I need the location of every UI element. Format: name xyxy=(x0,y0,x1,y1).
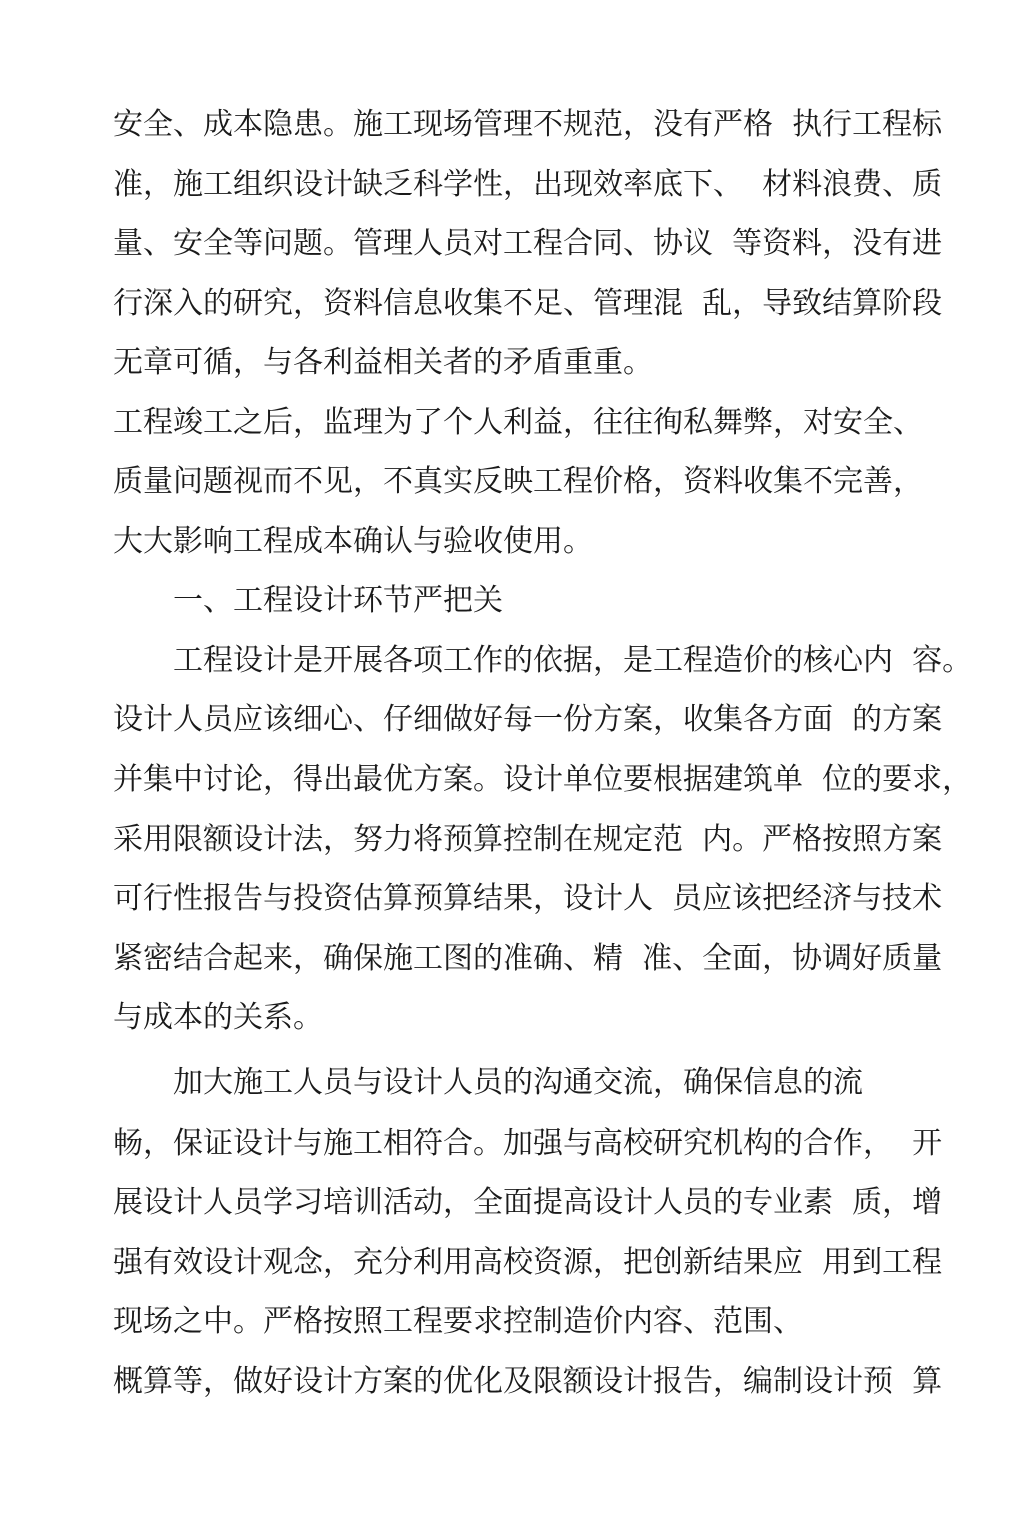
text-line: 设计人员应该细心、仔细做好每一份方案，收集各方面 的方案 xyxy=(113,702,943,737)
text-line: 无章可循，与各利益相关者的矛盾重重。 xyxy=(113,345,653,380)
text-line: 大大影响工程成本确认与验收使用。 xyxy=(113,524,593,559)
text-line: 强有效设计观念，充分利用高校资源，把创新结果应 用到工程 xyxy=(113,1245,943,1280)
text-line: 工程设计是开展各项工作的依据，是工程造价的核心内 容。 xyxy=(173,643,973,678)
text-line: 并集中讨论，得出最优方案。设计单位要根据建筑单 位的要求， xyxy=(113,762,973,797)
text-line: 加大施工人员与设计人员的沟通交流，确保信息的流 xyxy=(173,1065,863,1100)
text-line: 现场之中。严格按照工程要求控制造价内容、范围、 xyxy=(113,1304,803,1339)
section-heading: 一、工程设计环节严把关 xyxy=(173,583,503,618)
text-line: 概算等，做好设计方案的优化及限额设计报告，编制设计预 算 xyxy=(113,1364,943,1399)
text-line: 工程竣工之后，监理为了个人利益，往往徇私舞弊，对安全、 xyxy=(113,405,923,440)
text-line: 可行性报告与投资估算预算结果，设计人 员应该把经济与技术 xyxy=(113,881,943,916)
text-line: 与成本的关系。 xyxy=(113,1000,323,1035)
text-line: 采用限额设计法，努力将预算控制在规定范 内。严格按照方案 xyxy=(113,822,943,857)
text-line: 紧密结合起来，确保施工图的准确、精 准、全面，协调好质量 xyxy=(113,941,943,976)
text-line: 安全、成本隐患。施工现场管理不规范，没有严格 执行工程标 xyxy=(113,107,943,142)
text-line: 畅，保证设计与施工相符合。加强与高校研究机构的合作， 开 xyxy=(113,1126,943,1161)
text-line: 准，施工组织设计缺乏科学性，出现效率底下、 材料浪费、质 xyxy=(113,167,943,202)
text-line: 量、安全等问题。管理人员对工程合同、协议 等资料，没有进 xyxy=(113,226,943,261)
text-line: 质量问题视而不见，不真实反映工程价格，资料收集不完善， xyxy=(113,464,923,499)
text-line: 展设计人员学习培训活动，全面提高设计人员的专业素 质，增 xyxy=(113,1185,943,1220)
text-line: 行深入的研究，资料信息收集不足、管理混 乱，导致结算阶段 xyxy=(113,286,943,321)
